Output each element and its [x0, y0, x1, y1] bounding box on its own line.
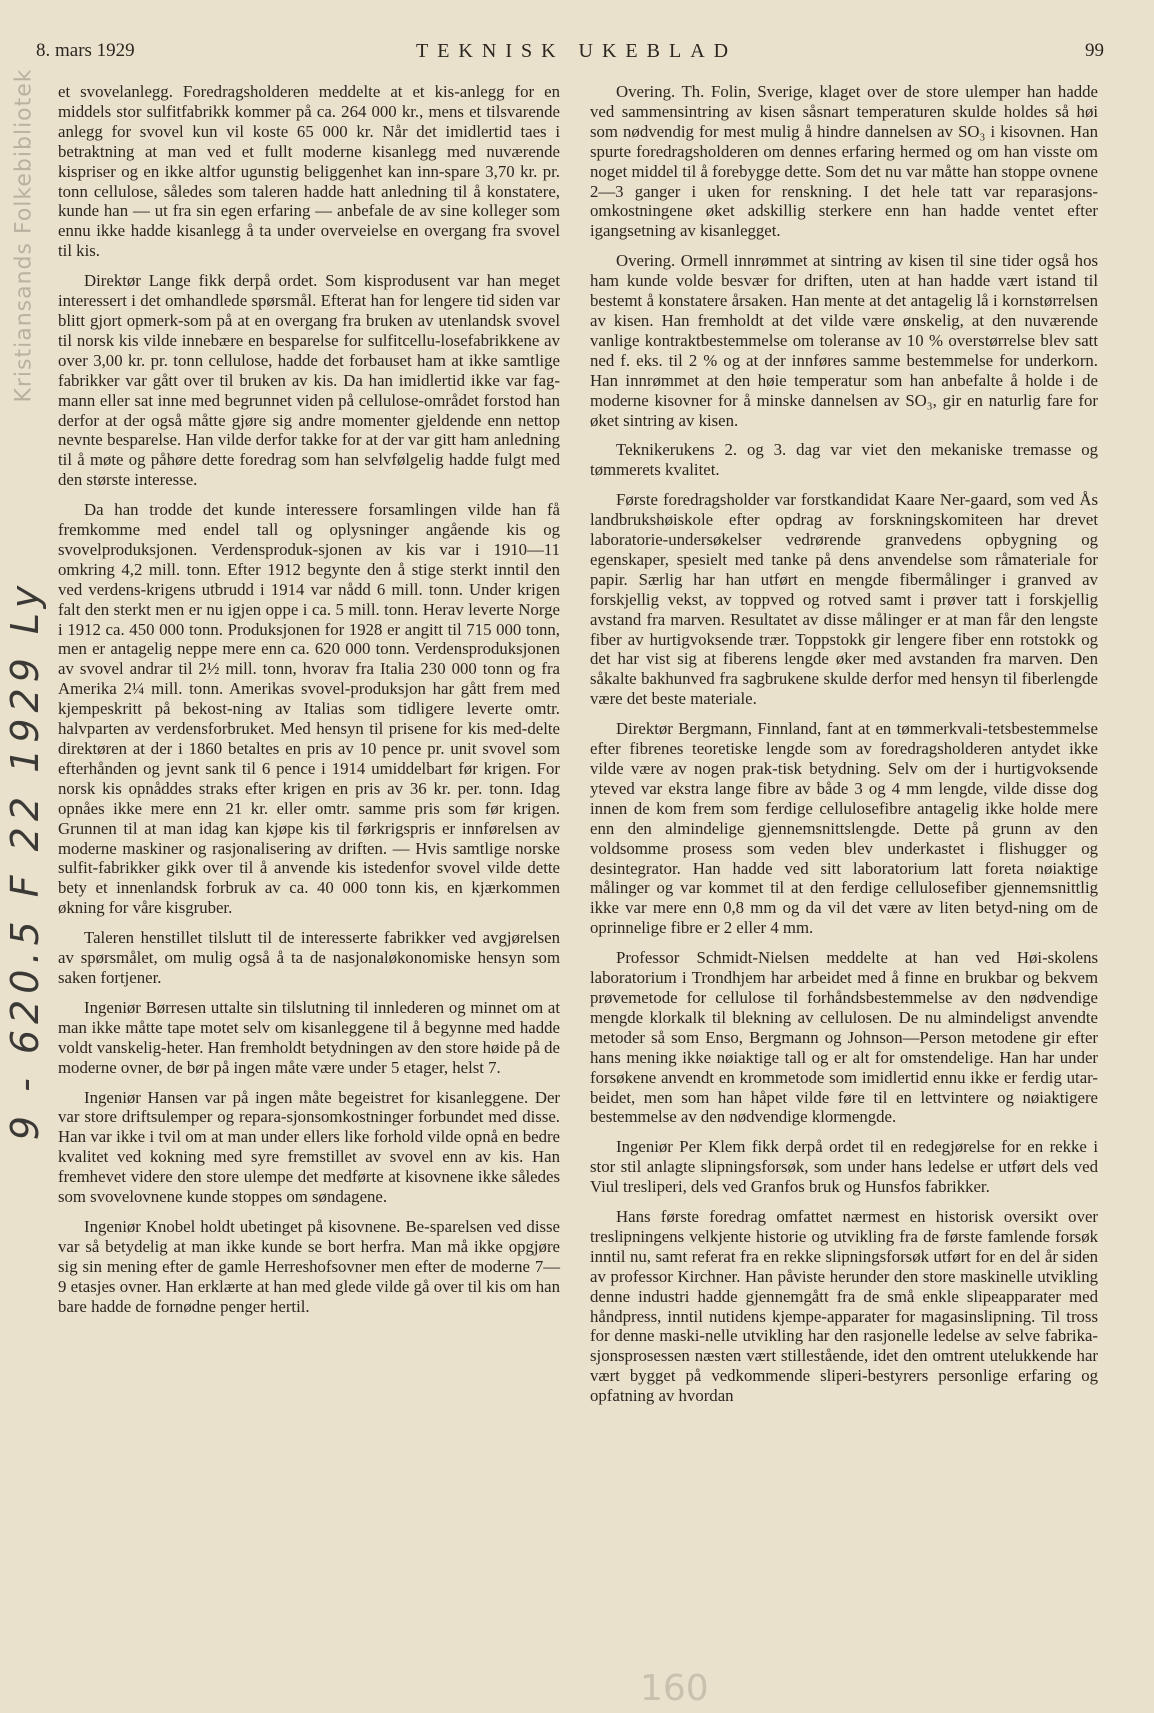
- paragraph: Ingeniør Per Klem fikk derpå ordet til en redegjørelse for en rekke i stor stil anlagte slipningsforsøk, som under hans ledelse er utført dels ved Viul tresliperi, dels ved Granfos bruk og Hunsfos fabrikker.: [590, 1137, 1098, 1197]
- paragraph: et svovelanlegg. Foredragsholderen meddelte at et kis-anlegg for en middels stor sulfitfabrikk kommer på ca. 264 000 kr., mens et tilsvarende anlegg for svovel kun vil koste 65 000 kr. Når det imidlertid taes i betraktning at man ved et fullt moderne kisanlegg med nuværende kispriser og en ikke altfor ugunstig beliggenhet kan inn-spare 3,70 kr. pr. tonn cellulose, således som taleren hadde hatt anledning til å konstatere, kunde han — ut fra sin egen erfaring — anbefale de av sine kolleger som ennu ikke hadde kisanlegg å ta under overveielse en overgang fra svovel til kis.: [58, 82, 560, 261]
- archive-page-number: 160: [640, 1668, 709, 1709]
- page-number: 99: [1085, 40, 1104, 61]
- library-stamp-text: Kristiansands Folkebibliotek: [11, 67, 37, 403]
- shelf-mark-text: 9 - 620.5 F 22 1929 Ly: [3, 579, 47, 1141]
- paragraph: Første foredragsholder var forstkandidat Kaare Ner-gaard, som ved Ås landbrukshøiskole efter opdrag av forskningskomiteen har drevet laboratorie-undersøkelser vedrørende granvedens opbygning og egenskaper, spesielt med tanke på dens anvendelse som råmateriale for papir. Særlig har han utført en mengde fibermålinger i granved av forskjellig vekst, av toppved og rotved samt i prøver tatt i forskjellig avstand fra marven. Resultatet av disse målinger er at man får den lengste fiber av hurtigvoksende trær. Toppstokk gir lengere fiber enn rotstokk og det har vist sig at fiberens lengde øker med avstanden fra marven. Den såkalte bakhunved fra sagbrukene skulde derfor med hensyn til fiberlengde være det beste materiale.: [590, 490, 1098, 709]
- paragraph: Hans første foredrag omfattet nærmest en historisk oversikt over treslipningens velkjente historie og utvikling fra de første famlende forsøk inntil nu, samt referat fra en rekke slipningsforsøk utført for en del år siden av professor Kirchner. Han påviste herunder den store maskinelle utvikling denne industri hadde gjennemgått fra de små enkle slipeapparater med håndpress, inntil nutidens kjempe-apparater for magasinslipning. Til tross for denne maski-nelle utvikling har den rasjonelle ledelse av selve fabrika-sjonsprosessen næsten vært stillestående, idet den omtrent utelukkende har vært bygget på vedkommende sliperi-bestyrers personlige erfaring og opfatning av hvordan: [590, 1207, 1098, 1406]
- paragraph: Direktør Lange fikk derpå ordet. Som kisprodusent var han meget interessert i det omhandlede spørsmål. Efterat han for lengere tid siden var blitt gjort opmerk-som på at en overgang fra bruken av utenlandsk svovel til norsk kis vilde innebære en besparelse for sulfitcellu-losefabrikkene av over 3,00 kr. pr. tonn cellulose, hadde det forbauset ham at ikke samtlige fabrikker var gått over til bruken av kis. Da han imidlertid ikke var fag-mann eller sat inne med begrunnet viden på cellulose-området forstod han derfor at der også måtte gjøre sig andre momenter gjeldende enn nettop nevnte besparelse. Han vilde derfor takke for at der var gitt ham anledning til å møte og påhøre dette foredrag som han selvfølgelig hadde fulgt med den største interesse.: [58, 271, 560, 490]
- paragraph: Ingeniør Børresen uttalte sin tilslutning til innlederen og minnet om at man ikke måtte tape motet selv om kisanleggene til å begynne med hadde voldt vanskelig-heter. Han fremholdt betydningen av den store høide på de moderne ovner, de bør på ingen måte være under 5 etager, helst 7.: [58, 997, 560, 1077]
- paragraph: Da han trodde det kunde interessere forsamlingen vilde han få fremkomme med endel tall og oplysninger angående kis og svovelproduksjonen. Verdensproduk-sjonen av kis var i 1910—11 omkring 4,2 mill. tonn. Efter 1912 begynte den å stige sterkt inntil den ved verdens-krigens utbrudd i 1914 var nådd 6 mill. tonn. Under krigen falt den sterkt men er nu igjen oppe i ca. 5 mill. tonn. Herav leverte Norge i 1912 ca. 450 000 tonn. Produksjonen for 1928 er angitt til 715 000 tonn, men er antagelig neppe mere enn ca. 620 000 tonn. Verdensproduksjonen av svovel andrar til 2½ mill. tonn, hvorav fra Italia 230 000 tonn og fra Amerika 2¼ mill. tonn. Amerikas svovel-produksjon har gått frem med kjempeskritt på bekost-ning av Italias som tidligere leverte omtr. halvparten av verdensforbruket. Med hensyn til prisene for kis med-delte direktøren at der i 1860 betaltes en pris av 10 pence pr. unit svovel som efterhånden og jevnt sank til 6 pence i 1914 umiddelbart før krigen. For norsk kis opnåddes straks efter krigen en pris av 36 kr. per. tonn. Idag opnåes ikke mere enn 21 kr. eller omtr. samme pris som før krigen. Grunnen til at man idag kan kjøpe kis til førkrigspris er innførelsen av moderne maskiner og rasjonalisering av driften. — Hvis samtlige norske sulfit-fabrikker gikk over til å anvende kis istedenfor svovel vilde dette bety et innenlandsk forbruk av ca. 40 000 tonn kis, en kjærkommen økning for våre kisgruber.: [58, 500, 560, 918]
- paragraph: Teknikerukens 2. og 3. dag var viet den mekaniske tremasse og tømmerets kvalitet.: [590, 440, 1098, 480]
- paragraph: Overing. Ormell innrømmet at sintring av kisen til sine tider også hos ham kunde volde besvær for driften, uten at han hadde vært istand til bestemt å konstatere årsaken. Han mente at det antagelig lå i kornstørrelsen av kisen. Han fremholdt at det vilde være ønskelig, at den nuværende vanlige kontraktbestemmelse om toleranse av 10 % overstørrelse blev satt ned f. eks. til 2 % og at der innføres samme bestemmelse for underkorn. Han innrømmet at den høie temperatur som han anbefalte å holde i de moderne kisovner for å minske dannelsen av SO₃, gir en naturlig fare for øket sintring av kisen.: [590, 251, 1098, 430]
- paragraph: Ingeniør Knobel holdt ubetinget på kisovnene. Be-sparelsen ved disse var så betydelig at man ikke kunde se bort herfra. Man må ikke opgjøre sig sin mening efter de gamle Herreshofsovner men efter de moderne 7—9 etasjes ovner. Han erklærte at han med glede vilde gå over til kis om han bare hadde de fornødne penger hertil.: [58, 1216, 560, 1316]
- paragraph: Taleren henstillet tilslutt til de interesserte fabrikker ved avgjørelsen av spørsmålet, om mulig også å ta de nasjonaløkonomiske hensyn som saken fortjener.: [58, 928, 560, 987]
- publication-title: TEKNISK UKEBLAD: [416, 40, 738, 62]
- paragraph: Ingeniør Hansen var på ingen måte begeistret for kisanleggene. Der var store driftsulemper og repara-sjonsomkostninger forbundet med disse. Han var ikke i tvil om at man under ellers like forhold vilde opnå en bedre kvalitet ved kokning med syre fremstillet av svovel enn av kis. Han fremhevet videre den store ulempe det medførte at kisovnene ikke således som svovelovnene kunde stoppes om søndagene.: [58, 1087, 560, 1207]
- right-column: [590, 82, 1098, 1416]
- left-column: [58, 82, 560, 1326]
- paragraph: Direktør Bergmann, Finnland, fant at en tømmerkvali-tetsbestemmelse efter fibrenes teoretiske lengde som av foredragsholderen antydet ikke vilde være av nogen prak-tisk betydning. Selv om der i hurtigvoksende yteved var ekstra lange fibre av både 3 og 4 mm lengde, vilde disse dog innen de kom frem som ferdige cellulosefibre antagelig ikke holde mere enn den almindelige gjennemsnittslengde. Dette på grunn av den voldsomme prosess som veden blev underkastet i flishugger og desintegrator. Han hadde ved sitt laboratorium latt foreta nøiaktige målinger og var kommet til at den ferdige cellulosefiber gjennemsnittlig ikke var mere enn 0,8 mm og da vil det være av liten betyd-ning om de oprinnelige fibre er 2 eller 4 mm.: [590, 719, 1098, 938]
- paragraph: Professor Schmidt-Nielsen meddelte at han ved Høi-skolens laboratorium i Trondhjem har arbeidet med å finne en brukbar og bekvem prøvemetode for cellulose til forhåndsbestemmelse av den nødvendige mengde klorkalk til blekning av cellulosen. De nu almindeligst anvendte metoder så som Enso, Bergmann og Johnson—Person metodene gir efter hans mening ikke nøiaktige tall og er alt for omstendelige. Han har under forsøkene anvendt en krommetode som imidlertid ennu ikke er ferdig utar-beidet, men som han håpet vilde føre til en lettvintere og nøiaktigere bestemmelse av den nødvendige klormengde.: [590, 948, 1098, 1127]
- page-header: [36, 40, 1104, 70]
- library-stamp: [4, 67, 44, 403]
- handwritten-shelf-mark: [0, 560, 50, 1160]
- issue-date: 8. mars 1929: [36, 40, 135, 61]
- paragraph: Overing. Th. Folin, Sverige, klaget over de store ulemper han hadde ved sammensintring av kisen såsnart temperaturen skulde holdes så høi som nødvendig for mest mulig å hindre dannelsen av SO₃ i kisovnen. Han spurte foredragsholderen om dennes erfaring hermed og om han visste om noget middel til å forebygge dette. Som det nu var måtte han stoppe ovnene 2—3 ganger i uken for renskning. I det hele tatt var reparasjons-omkostningene øket adskillig sterkere enn han hadde ventet efter igangsetning av kisanlegget.: [590, 82, 1098, 241]
